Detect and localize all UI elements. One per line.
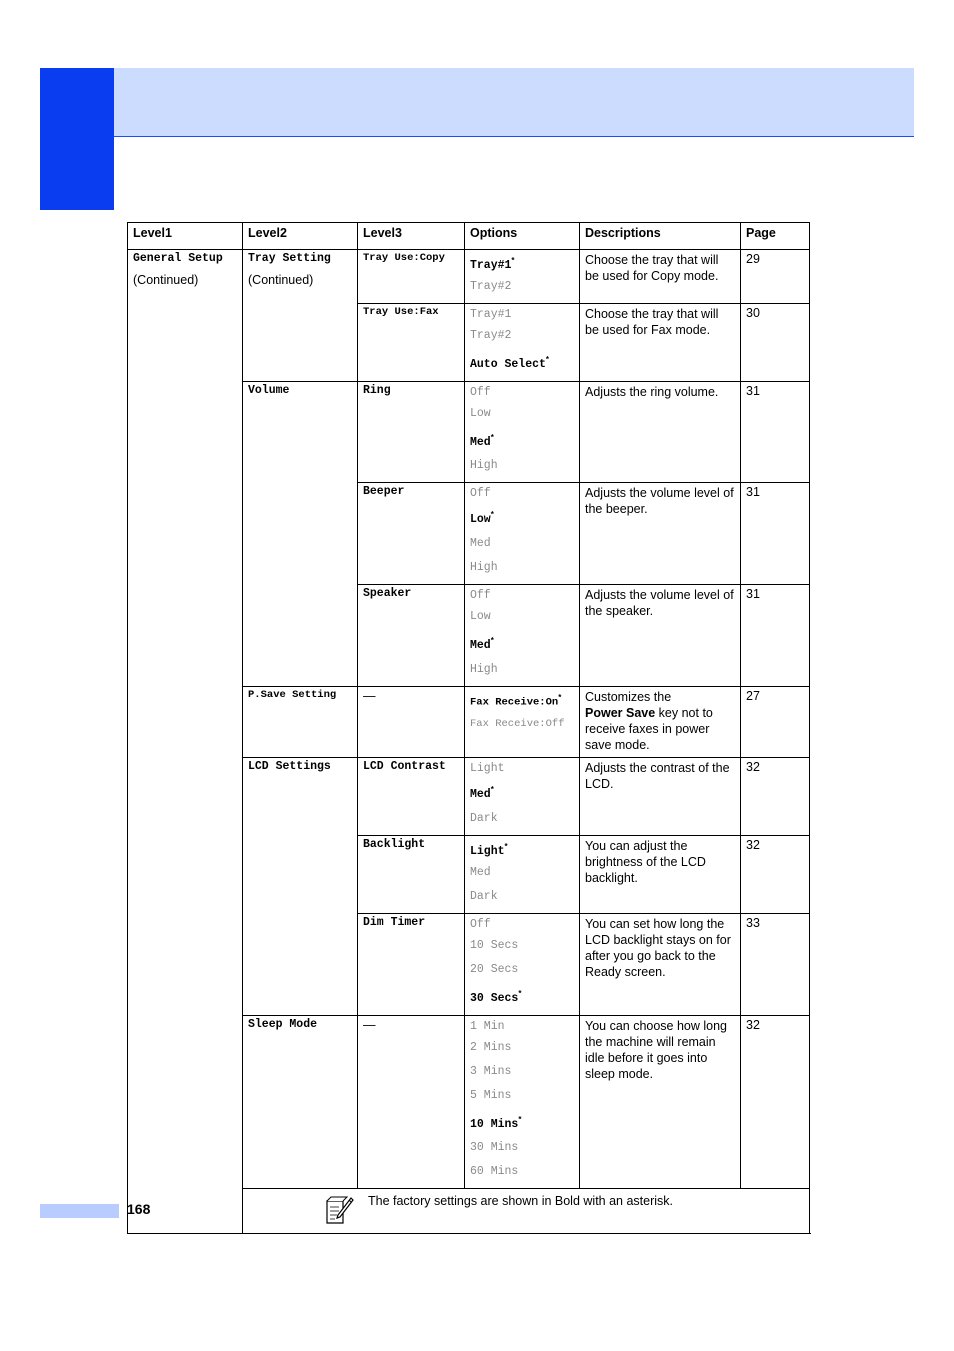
col-header: Level2 — [243, 223, 358, 250]
option: 30 Mins — [470, 1141, 519, 1155]
option-default — [470, 689, 574, 712]
options-cell — [465, 585, 580, 687]
page-cell: 31 — [741, 381, 810, 483]
level3-cell — [358, 1015, 465, 1189]
level2-label: Volume — [248, 383, 290, 397]
footer-bar — [40, 1204, 119, 1218]
option: Off — [470, 917, 491, 931]
description-cell: Adjusts the volume level of the beeper. — [580, 483, 741, 585]
asterisk: * — [504, 841, 508, 851]
asterisk: * — [511, 256, 515, 265]
options-cell — [465, 250, 580, 304]
col-header: Descriptions — [580, 223, 741, 250]
description-cell: You can choose how long the machine will remain idle before it goes into sleep mode. — [580, 1015, 741, 1189]
note — [248, 1191, 804, 1229]
option-default — [470, 503, 574, 532]
level2-cell — [243, 687, 358, 758]
level2-cell — [243, 758, 358, 1015]
options-cell — [465, 687, 580, 758]
asterisk: * — [558, 693, 562, 703]
option-label: Fax Receive:On — [470, 696, 559, 709]
level1-continued: (Continued) — [133, 273, 199, 287]
level3-cell — [358, 758, 465, 836]
option: Med — [470, 537, 491, 551]
level3-label: Backlight — [363, 837, 426, 851]
option: Med — [470, 865, 491, 879]
level3-label: Dim Timer — [363, 915, 426, 929]
option: Off — [470, 385, 491, 399]
level2-cell — [243, 250, 358, 382]
table-header-row — [128, 223, 810, 250]
option-default — [470, 629, 574, 658]
level3-label: Ring — [363, 383, 391, 397]
level1-cell — [128, 250, 243, 1234]
col-header: Level1 — [128, 223, 243, 250]
level3-cell — [358, 303, 465, 381]
level3-cell — [358, 913, 465, 1015]
note-text: The factory settings are shown in Bold with an asterisk. — [368, 1194, 674, 1209]
option: Low — [470, 406, 491, 420]
option-default — [470, 252, 574, 275]
option: 5 Mins — [470, 1088, 512, 1102]
table-row — [128, 250, 810, 304]
option: 10 Secs — [470, 938, 519, 952]
level2-label: Tray Setting — [248, 252, 331, 265]
level3-label: — — [363, 689, 376, 704]
option-label: 10 Mins — [470, 1117, 519, 1131]
description-cell: Adjusts the volume level of the speaker. — [580, 585, 741, 687]
option-default — [470, 426, 574, 455]
option: 2 Mins — [470, 1040, 512, 1054]
page-cell: 29 — [741, 250, 810, 304]
option: High — [470, 561, 498, 575]
page-number: 168 — [127, 1201, 151, 1217]
option: Off — [470, 589, 491, 603]
level3-cell — [358, 250, 465, 304]
level2-label: Sleep Mode — [248, 1017, 318, 1031]
menu-table — [127, 222, 810, 1234]
option: Dark — [470, 811, 498, 825]
description-cell: Choose the tray that will be used for Copy mode. — [580, 250, 741, 304]
options-cell — [465, 758, 580, 836]
asterisk: * — [518, 988, 522, 998]
asterisk: * — [490, 636, 494, 646]
option: High — [470, 663, 498, 677]
option: Dark — [470, 889, 498, 903]
option-default — [470, 838, 574, 861]
option: Light — [470, 762, 505, 776]
page-cell: 32 — [741, 1015, 810, 1189]
description-cell: You can set how long the LCD backlight stays on for after you go back to the Ready screen. — [580, 913, 741, 1015]
level2-cell — [243, 1015, 358, 1189]
page-cell: 32 — [741, 835, 810, 913]
option-label: Tray#1 — [470, 258, 512, 272]
level3-cell — [358, 687, 465, 758]
option-label: Med — [470, 787, 491, 801]
option: Tray#1 — [470, 307, 512, 321]
option: Tray#2 — [470, 328, 512, 342]
level3-cell — [358, 483, 465, 585]
asterisk: * — [518, 1114, 522, 1124]
option-label: Auto Select — [470, 357, 546, 371]
option: Tray#2 — [470, 279, 512, 293]
option: 1 Min — [470, 1019, 505, 1033]
page-cell: 32 — [741, 758, 810, 836]
description-cell: You can adjust the brightness of the LCD backlight. — [580, 835, 741, 913]
options-cell — [465, 1015, 580, 1189]
asterisk: * — [490, 785, 494, 795]
asterisk: * — [490, 510, 494, 520]
option: High — [470, 459, 498, 473]
description-cell: Choose the tray that will be used for Fax mode. — [580, 303, 741, 381]
option: 60 Mins — [470, 1165, 519, 1179]
level3-cell — [358, 585, 465, 687]
level3-cell — [358, 835, 465, 913]
col-header: Options — [465, 223, 580, 250]
options-cell — [465, 913, 580, 1015]
level3-label: Tray Use:Copy — [363, 252, 445, 264]
description-cell: Adjusts the contrast of the LCD. — [580, 758, 741, 836]
page-cell: 31 — [741, 483, 810, 585]
option-label: 30 Secs — [470, 991, 519, 1005]
col-header: Page — [741, 223, 810, 250]
option: 20 Secs — [470, 962, 519, 976]
description-cell: Adjusts the ring volume. — [580, 381, 741, 483]
level3-cell — [358, 381, 465, 483]
level1-label: General Setup — [133, 252, 223, 265]
note-pencil-icon — [324, 1195, 354, 1225]
chapter-tab — [40, 68, 114, 210]
description-cell — [580, 687, 741, 758]
level2-cell — [243, 381, 358, 686]
asterisk: * — [490, 432, 494, 442]
options-cell — [465, 381, 580, 483]
option-default — [470, 778, 574, 807]
col-header: Level3 — [358, 223, 465, 250]
option-label: Low — [470, 513, 491, 527]
level3-label: Tray Use:Fax — [363, 305, 439, 318]
level3-label: — — [363, 1017, 376, 1032]
option: Fax Receive:Off — [470, 717, 565, 730]
header-band — [40, 68, 914, 137]
option: Off — [470, 487, 491, 501]
level2-label: LCD Settings — [248, 760, 331, 774]
page-cell: 27 — [741, 687, 810, 758]
level3-label: Beeper — [363, 485, 405, 499]
option-default — [470, 348, 574, 377]
option: Low — [470, 610, 491, 624]
power-save-key: Power Save — [585, 706, 656, 721]
description-text: key not to receive faxes in power save mode. — [585, 706, 713, 753]
page-cell: 31 — [741, 585, 810, 687]
note-cell — [243, 1189, 810, 1234]
option-label: Med — [470, 435, 491, 449]
option-label: Med — [470, 639, 491, 653]
level2-label: P.Save Setting — [248, 689, 337, 702]
description-text: Customizes the — [585, 690, 672, 705]
option-label: Light — [470, 844, 505, 858]
level3-label: Speaker — [363, 587, 412, 601]
level2-continued: (Continued) — [248, 273, 314, 287]
page-cell: 33 — [741, 913, 810, 1015]
level3-label: LCD Contrast — [363, 760, 446, 774]
option-default — [470, 1108, 574, 1137]
option: 3 Mins — [470, 1064, 512, 1078]
options-cell — [465, 483, 580, 585]
options-cell — [465, 303, 580, 381]
asterisk: * — [545, 354, 550, 364]
option-default — [470, 982, 574, 1011]
page-cell: 30 — [741, 303, 810, 381]
options-cell — [465, 835, 580, 913]
